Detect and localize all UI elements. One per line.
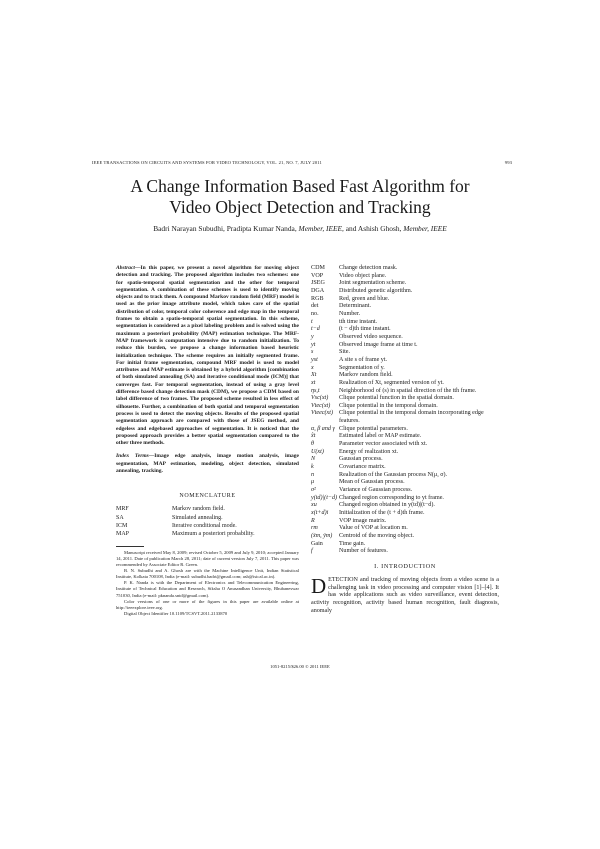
author-list <box>0 224 600 233</box>
definition-symbol: Gain <box>311 540 323 547</box>
table-row <box>311 487 499 495</box>
table-row <box>311 265 499 273</box>
definition-text: Gaussian process. <box>339 456 383 463</box>
table-row <box>311 548 499 556</box>
title-line-1: A Change Information Based Fast Algorithm for <box>130 176 470 196</box>
table-row <box>311 342 499 350</box>
table-row <box>311 372 499 380</box>
table-row <box>311 410 499 425</box>
drop-cap: D <box>311 573 327 598</box>
table-row <box>116 523 255 531</box>
definition-symbol: RGB <box>311 295 324 302</box>
definition-text: A site s of frame yt. <box>339 356 388 363</box>
definition-text: Parameter vector associated with xt. <box>339 441 428 448</box>
table-row <box>311 533 499 541</box>
definition-text: Video object plane. <box>339 272 387 279</box>
index-terms-text: —Image edge analysis, image motion analysis, image segmentation, MAP estimation, modeling, object detection, simulated annealing, tracking. <box>116 453 299 475</box>
abstract-text: —In this paper, we present a novel algorithm for moving object detection and tracking. The proposed algorithm includes two schemes: one for spatio-temporal spatial segmentation and the other for temporal segmentation. A combination of these schemes is used to identify moving objects and to track them. A compound Markov random field (MRF) model is used as the prior image attribute model, which takes care of the spatial distribution of color, temporal color coherence and edge map in the temporal frames to obtain a spatio-temporal spatial segmentation. In this scheme, segmentation is considered as a pixel labeling problem and is solved using the maximum a posteriori probability (MAP) estimation technique. The MRF-MAP framework is computation intensive due to random initialization. To reduce this burden, we propose a change information based heuristic initialization technique. The scheme requires an initially segmented frame. For initial frame segmentation, compound MRF model is used to model attributes and MAP estimate is obtained by a hybrid algorithm [combination of both simulated annealing (SA) and iterative conditional mode (ICM)] that converges fast. For temporal segmentation, instead of using a gray level difference based change detection mask (CDM), we propose a CDM based on label difference of two frames. The proposed scheme resulted in less effect of silhouette. Further, a combination of both spatial and temporal segmentation process is used to detect the moving objects. Results of the proposed spatial segmentation approach are compared with those of JSEG method, and edgeless and edgebased approaches of segmentation. It is noticed that the proposed approach provides a better spatial segmentation compared to the other three methods. <box>116 265 299 447</box>
definition-symbol: Xt <box>311 372 317 379</box>
definition-text: Time gain. <box>339 540 366 547</box>
definition-text: Estimated label or MAP estimate. <box>339 433 422 440</box>
page-number: 993 <box>504 160 512 165</box>
abstract <box>116 265 299 447</box>
definition-text: Clique potential function in the spatial domain. <box>339 395 454 402</box>
definition-text: (t − d)th time instant. <box>339 326 391 333</box>
definition-symbol: f <box>311 548 313 555</box>
table-row <box>311 426 499 434</box>
definition-text: Changed region obtained in y(td)|(t−d). <box>339 502 435 509</box>
table-row <box>311 403 499 411</box>
table-row <box>311 296 499 304</box>
nomenclature-definition: Markov random field. <box>172 506 225 513</box>
definition-symbol: rm <box>311 525 318 532</box>
table-row <box>311 456 499 464</box>
definition-text: Observed video sequence. <box>339 333 403 340</box>
nomenclature-definition: Simulated annealing. <box>172 514 223 521</box>
table-row <box>311 464 499 472</box>
footnote-affiliation-1: B. N. Subudhi and A. Ghosh are with the Machine Intelligence Unit, Indian Statistical Institute, Kolkata 700108, India (e-mail: subudhi.badri@gmail.com; ash@isical.ac.in). <box>116 568 299 580</box>
definition-text: Markov random field. <box>339 372 393 379</box>
definition-text: Mean of Gaussian process. <box>339 479 405 486</box>
table-row <box>311 479 499 487</box>
definition-symbol: α, β and γ <box>311 425 335 432</box>
journal-name: IEEE TRANSACTIONS ON CIRCUITS AND SYSTEMS FOR VIDEO TECHNOLOGY, VOL. 21, NO. 7, JULY 2011 <box>92 160 322 165</box>
definition-symbol: t−d <box>311 326 320 333</box>
footnotes <box>116 550 299 617</box>
definition-symbol: x <box>311 364 314 371</box>
definition-text: Covariance matrix. <box>339 464 386 471</box>
definition-text: Value of VOP at location m. <box>339 525 408 532</box>
table-row <box>311 288 499 296</box>
table-row <box>311 349 499 357</box>
definition-symbol: y(td)|(t−d) <box>311 494 338 501</box>
author-membership-1: Member, IEEE, <box>298 224 344 233</box>
definition-text: Segmentation of y. <box>339 364 385 371</box>
definition-symbol: det <box>311 303 319 310</box>
table-row <box>116 531 255 539</box>
table-row <box>116 506 255 514</box>
definition-text: Neighborhood of (s) in spatial direction of the tth frame. <box>339 387 477 394</box>
table-row <box>311 280 499 288</box>
definition-symbol: N <box>311 456 316 463</box>
nomenclature-symbol: SA <box>116 514 124 521</box>
table-row <box>311 273 499 281</box>
table-row <box>311 433 499 441</box>
definition-text: Variance of Gaussian process. <box>339 487 413 494</box>
nomenclature-symbol: MAP <box>116 531 130 538</box>
copyright-notice: 1051-8215/$26.00 © 2011 IEEE <box>270 664 330 669</box>
table-row <box>311 441 499 449</box>
table-row <box>311 449 499 457</box>
definition-symbol: x̂t <box>311 433 316 440</box>
definition-text: Site. <box>339 349 351 356</box>
table-row <box>311 380 499 388</box>
nomenclature-table <box>116 506 255 540</box>
definition-text: Observed image frame at time t. <box>339 341 418 348</box>
table-row <box>311 525 499 533</box>
definition-text: tth time instant. <box>339 318 378 325</box>
definition-symbol: x(t+d)i <box>311 510 329 516</box>
definition-symbol: n <box>311 471 315 478</box>
definition-symbol: Vtec(xt) <box>311 402 331 409</box>
definition-text: Joint segmentation scheme. <box>339 280 407 287</box>
table-row <box>311 326 499 334</box>
introduction-text <box>311 573 499 615</box>
definition-symbol: s <box>311 349 314 356</box>
definition-symbol: θ <box>311 441 314 448</box>
left-column <box>116 265 299 617</box>
definition-symbol: t <box>311 318 313 325</box>
table-row <box>311 395 499 403</box>
definition-text: Number of features. <box>339 548 388 555</box>
table-row <box>311 303 499 311</box>
definition-symbol: Vteec(xt) <box>311 410 333 417</box>
footnote-affiliation-2: P. K. Nanda is with the Department of Electronics and Telecommunication Engineering, Institute of Technical Education and Research, Siksha O Anusandhan University, Bhubaneswar 751030, India (e-mail: pknanda.sntd@gmail.com). <box>116 580 299 598</box>
nomenclature-definition: Iterative conditional mode. <box>172 523 237 530</box>
author-names-1: Badri Narayan Subudhi, Pradipta Kumar Nanda, <box>153 224 297 233</box>
definition-symbol: CDM <box>311 265 325 271</box>
nomenclature-heading: NOMENCLATURE <box>179 493 236 500</box>
table-row <box>311 334 499 342</box>
table-row <box>311 357 499 365</box>
author-membership-2: Member, IEEE <box>403 224 447 233</box>
footnote-manuscript: Manuscript received May 8, 2009; revised October 5, 2009 and July 9, 2010; accepted January 14, 2011. Date of publication March 28, 2011; date of current version July 7, 2011. This paper was recommended by Associate Editor R. Green. <box>116 549 299 568</box>
table-row <box>116 515 255 523</box>
definition-text: Determinant. <box>339 303 371 310</box>
definition-text: Realization of Xt, segmented version of yt. <box>339 379 444 386</box>
definition-symbol: σ² <box>311 487 316 494</box>
definition-symbol: no. <box>311 310 319 317</box>
definition-text: Changed region corresponding to yt frame. <box>339 494 444 501</box>
symbol-definitions-table <box>311 265 499 556</box>
definition-symbol: VOP <box>311 272 324 279</box>
definition-text: Clique potential in the temporal domain incorporating edge features. <box>339 410 484 425</box>
author-names-2: and Ashish Ghosh, <box>345 224 402 233</box>
definition-symbol: xu <box>311 502 317 509</box>
definition-symbol: R <box>311 517 315 524</box>
definition-text: Centroid of the moving object. <box>339 532 414 539</box>
right-column <box>311 265 499 615</box>
nomenclature-definition: Maximum a posteriori probability. <box>172 531 255 538</box>
definition-text: Initialization of the (t + d)th frame. <box>339 510 425 516</box>
table-row <box>311 510 499 518</box>
definition-text: Distributed genetic algorithm. <box>339 287 413 294</box>
definition-text: Energy of realization xt. <box>339 448 399 455</box>
definition-symbol: yt <box>311 341 316 348</box>
table-row <box>311 311 499 319</box>
abstract-lead: Abstract <box>116 265 135 271</box>
index-terms <box>116 453 299 475</box>
definition-symbol: μ <box>311 479 315 486</box>
definition-text: Number. <box>339 310 361 317</box>
definition-text: Clique potential in the temporal domain. <box>339 402 438 409</box>
definition-symbol: (x̄m, ȳm) <box>311 532 333 539</box>
definition-symbol: xt <box>311 379 316 386</box>
table-row <box>311 388 499 396</box>
nomenclature-symbol: MRF <box>116 506 129 513</box>
footnote-divider <box>116 546 144 547</box>
definition-text: Clique potential parameters. <box>339 425 408 432</box>
definition-text: Realization of the Gaussian process N(μ, σ). <box>339 471 448 478</box>
definition-text: VOP image matrix. <box>339 517 387 524</box>
index-terms-lead: Index Terms <box>116 453 149 460</box>
definition-symbol: Vsc(xt) <box>311 395 329 402</box>
definition-symbol: y <box>311 333 314 340</box>
running-header <box>92 160 512 165</box>
definition-symbol: JSEG <box>311 280 325 287</box>
definition-symbol: U(xt) <box>311 448 324 455</box>
definition-symbol: yst <box>311 356 318 363</box>
definition-symbol: k <box>311 464 314 471</box>
definition-text: Red, green and blue. <box>339 295 390 302</box>
definition-symbol: DGA <box>311 287 325 294</box>
definition-text: Change detection mask. <box>339 265 398 271</box>
introduction-body: ETECTION and tracking of moving objects from a video scene is a challenging task in video processing and computer vision [1]–[4]. It has wide applications such as video surveillance, event detection, activity recognition, activity based human recognition, fault diagnosis, anomaly <box>311 576 499 614</box>
table-row <box>311 502 499 510</box>
paper-title <box>0 176 600 218</box>
definition-symbol: ηs,t <box>311 387 320 394</box>
footnote-color-versions: Color versions of one or more of the figures in this paper are available online at http://ieeexplore.ieee.org. <box>116 598 299 610</box>
section-heading-introduction: I. INTRODUCTION <box>374 562 436 570</box>
nomenclature-symbol: ICM <box>116 523 128 530</box>
title-line-2: Video Object Detection and Tracking <box>169 197 431 217</box>
footnote-doi: Digital Object Identifier 10.1109/TCSVT.2011.2133870 <box>124 610 228 616</box>
